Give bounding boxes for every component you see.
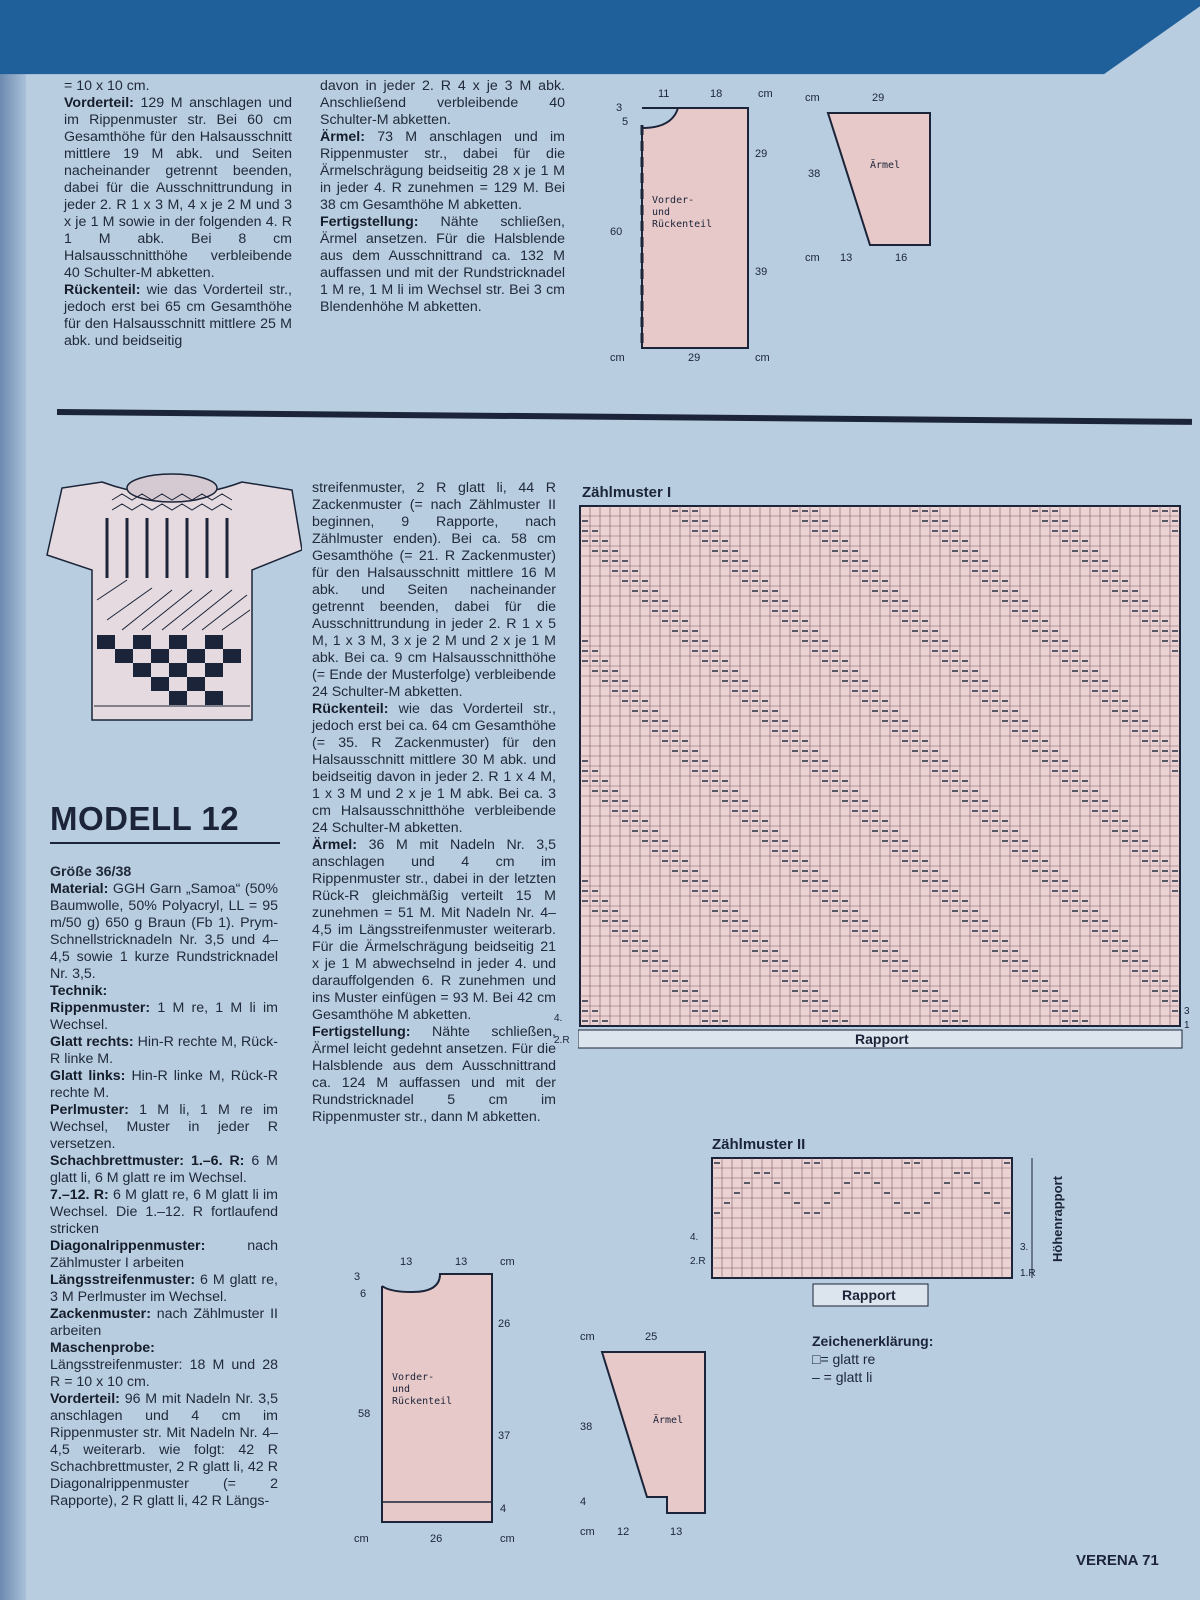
dim-bottom: 29	[688, 352, 701, 364]
chart-1-row-2: 2.R	[554, 1035, 570, 1046]
dim-top-1: 13	[400, 1256, 413, 1268]
legend-title: Zeichenerklärung:	[812, 1333, 934, 1349]
paragraph-label: Ärmel:	[320, 129, 365, 145]
paragraph	[64, 282, 292, 350]
dim-neck-1: 3	[616, 102, 623, 114]
paragraph	[50, 1000, 278, 1034]
paragraph-text: Hin-R linke M, Rück-R rechte M.	[50, 1068, 278, 1101]
sleeve-dim-bottom-1: 13	[840, 252, 853, 264]
paragraph	[312, 1024, 556, 1126]
top-text-column-1	[64, 78, 292, 350]
sweater-illustration	[42, 470, 302, 735]
sleeve-dim-top: 25	[645, 1331, 658, 1343]
schematic-label-3: Rückenteil	[392, 1396, 453, 1407]
dim-cm-bottom-left: cm	[354, 1533, 369, 1545]
legend-item-glatt-li: – = glatt li	[812, 1369, 873, 1385]
sleeve-dim-left: 38	[580, 1421, 593, 1433]
paragraph-label: Fertigstellung:	[312, 1024, 411, 1040]
dim-right-1: 26	[498, 1318, 511, 1330]
model-title: MODELL 12	[50, 800, 240, 837]
chart-2-rapport-label: Rapport	[842, 1287, 896, 1303]
sleeve-dim-left-2: 4	[580, 1496, 587, 1508]
sleeve-dim-left: 38	[808, 168, 821, 180]
sleeve-dim-cm-top: cm	[580, 1331, 595, 1343]
paragraph-label: Diagonalrippenmuster:	[50, 1238, 206, 1254]
dim-right-3: 4	[500, 1503, 507, 1515]
schematic-label-2: und	[652, 207, 671, 218]
bottom-body-schematic	[350, 1252, 530, 1552]
paragraph-text: 96 M mit Nadeln Nr. 3,5 anschlagen und 4 cm im Rippenmuster str. Mit Nadeln Nr. 4–4,5 weiterarb. wie folgt: 42 R Schachbrettmuster, 2 R glatt li, 42 R Diagonalrippenmuster (= 2 Rapporte), 2 R glatt li, 42 R Längs-	[50, 1391, 278, 1509]
paragraph	[50, 1187, 278, 1238]
paragraph-label: Zackenmuster:	[50, 1306, 151, 1322]
schematic-label-3: Rückenteil	[652, 219, 713, 230]
chart-2-row-3: 3.	[1020, 1242, 1029, 1253]
dim-cm-top: cm	[500, 1256, 515, 1268]
page-spine-shadow	[0, 0, 26, 1600]
model-text-column-1	[50, 864, 278, 1510]
chart-2-row-2: 2.R	[690, 1256, 706, 1267]
sleeve-label: Ärmel	[870, 160, 901, 171]
paragraph-text: nach Zählmuster I arbeiten	[50, 1238, 278, 1271]
dim-cm-bottom-right: cm	[755, 352, 770, 364]
paragraph	[50, 983, 278, 1000]
dim-bottom: 26	[430, 1533, 443, 1545]
dim-top-1: 11	[658, 88, 670, 100]
paragraph	[50, 1034, 278, 1068]
paragraph-text: wie das Vorderteil str., jedoch erst bei ca. 64 cm Gesamthöhe (= 35. R Zackenmuster) für den Halsausschnitt mittlere 30 M abk. und beidseitig davon in jeder 2. R 1 x 4 M, 1 x 3 M und 2 x je 1 M abk. Bei ca. 3 cm Halsausschnitthöhe verbleibende 24 Schulter-M abketten.	[312, 701, 556, 836]
chart-2-title: Zählmuster II	[712, 1136, 806, 1153]
sleeve-dim-bottom-1: 12	[617, 1526, 630, 1538]
dim-top-2: 13	[455, 1256, 468, 1268]
paragraph-label: Glatt links:	[50, 1068, 126, 1084]
paragraph	[50, 1102, 278, 1153]
chart-2-row-4: 4.	[690, 1232, 699, 1243]
chart-1-row-4: 4.	[554, 1013, 563, 1024]
sleeve-dim-bottom-2: 13	[670, 1526, 683, 1538]
chart-1-row-right-1: 1	[1184, 1020, 1190, 1031]
chart-1-rapport-label: Rapport	[855, 1031, 909, 1047]
paragraph-label: Rückenteil:	[64, 282, 141, 298]
chart-1-row-right-3: 3	[1184, 1006, 1190, 1017]
paragraph-label: Maschenprobe:	[50, 1340, 155, 1356]
paragraph	[320, 129, 565, 214]
paragraph	[50, 1068, 278, 1102]
model-text-column-2	[312, 480, 556, 1126]
sleeve-dim-cm-bottom: cm	[805, 252, 820, 264]
paragraph	[50, 1340, 278, 1391]
sleeve-dim-cm-top: cm	[805, 92, 820, 104]
chart-2-row-1: 1.R	[1020, 1268, 1036, 1279]
paragraph-label: Vorderteil:	[64, 95, 134, 111]
dim-neck-2: 6	[360, 1288, 367, 1300]
paragraph-text: GGH Garn „Samoa“ (50% Baumwolle, 50% Polyacryl, LL = 95 m/50 g) 650 g Braun (Fb 1). Prym-Schnellstricknadeln Nr. 3,5 und 4–4,5 sowie 1 kurze Rundstricknadel Nr. 3,5.	[50, 881, 278, 982]
paragraph-text: 1 M li, 1 M re im Wechsel, Muster in jeder R versetzen.	[50, 1102, 278, 1152]
paragraph	[50, 1306, 278, 1340]
dim-right-2: 39	[755, 266, 768, 278]
paragraph-text: Hin-R rechte M, Rück-R linke M.	[50, 1034, 279, 1067]
dim-left: 58	[358, 1408, 371, 1420]
paragraph-label: Schachbrettmuster: 1.–6. R:	[50, 1153, 245, 1169]
paragraph-text: 129 M anschlagen und im Rippenmuster str. Bei 60 cm Gesamthöhe für den Halsausschnitt mittlere 19 M abk. und Seiten nacheinander getrennt beenden, dabei für die Ausschnittrundung in jeder 2. R 1 x 3 M, 4 x je 2 M und 3 x je 1 M sowie in der folgenden 4. R 1 M abk. Bei 8 cm Halsausschnitthöhe verbleibende 40 Schulter-M abketten.	[64, 95, 292, 281]
paragraph-text: davon in jeder 2. R 4 x je 3 M abk. Anschließend verbleibende 40 Schulter-M abketten.	[320, 78, 565, 128]
top-body-schematic	[600, 85, 785, 375]
paragraph-text: 6 M glatt re, 3 M Perlmuster im Wechsel.	[50, 1272, 278, 1305]
paragraph-text: 6 M glatt li, 6 M glatt re im Wechsel.	[50, 1153, 278, 1186]
dim-cm-bottom-right: cm	[500, 1533, 515, 1545]
schematic-label-2: und	[392, 1384, 411, 1395]
paragraph-label: Ärmel:	[312, 837, 357, 853]
top-text-column-2	[320, 78, 565, 316]
section-divider	[57, 409, 1192, 425]
paragraph-text: nach Zählmuster II arbeiten	[50, 1306, 278, 1339]
paragraph	[64, 78, 292, 95]
paragraph	[64, 95, 292, 282]
dim-cm-bottom-left: cm	[610, 352, 625, 364]
paragraph-text: Nähte schließen, Ärmel leicht gedehnt ansetzen. Für die Halsblende aus dem Ausschnittrand ca. 124 M auffassen und mit der Rundstricknadel 5 cm im Rippenmuster str., dann M abketten.	[312, 1024, 556, 1125]
paragraph-label: Fertigstellung:	[320, 214, 419, 230]
paragraph	[312, 480, 556, 701]
top-sleeve-schematic	[800, 85, 945, 275]
paragraph-label: 7.–12. R:	[50, 1187, 109, 1203]
legend	[812, 1332, 933, 1386]
paragraph-label: Material:	[50, 881, 109, 897]
top-banner	[0, 0, 1200, 78]
paragraph-text: 1 M re, 1 M li im Wechsel.	[50, 1000, 278, 1033]
schematic-label-1: Vorder-	[392, 1372, 435, 1383]
legend-item-glatt-re: □= glatt re	[812, 1351, 876, 1367]
paragraph-label: Vorderteil:	[50, 1391, 120, 1407]
sleeve-dim-cm-bottom: cm	[580, 1526, 595, 1538]
sleeve-dim-top: 29	[872, 92, 885, 104]
model-title-underline	[50, 842, 280, 844]
dim-left: 60	[610, 226, 623, 238]
chart-1-title: Zählmuster I	[582, 484, 672, 501]
paragraph	[320, 214, 565, 316]
paragraph	[50, 881, 278, 983]
bottom-sleeve-schematic	[575, 1325, 725, 1550]
paragraph-text: 73 M anschlagen und im Rippenmuster str., dabei für die Ärmelschrägung beidseitig 28 x je 1 M in jeder 4. R zunehmen = 129 M. Bei 38 cm Gesamthöhe M abketten.	[320, 129, 565, 213]
dim-neck-1: 3	[354, 1271, 361, 1283]
paragraph-text: 6 M glatt re, 6 M glatt li im Wechsel. Die 1.–12. R fortlaufend stricken	[50, 1187, 278, 1237]
paragraph	[50, 1153, 278, 1187]
schematic-label-1: Vorder-	[652, 195, 695, 206]
paragraph	[312, 701, 556, 837]
paragraph-label: Glatt rechts:	[50, 1034, 134, 1050]
paragraph	[320, 78, 565, 129]
chart-1-grid	[578, 504, 1198, 1074]
dim-right-2: 37	[498, 1430, 511, 1442]
chart-2-grid	[680, 1152, 1080, 1312]
grid-lines	[580, 506, 1180, 1026]
paragraph-text: Längsstreifenmuster: 18 M und 28 R = 10 x 10 cm.	[50, 1357, 278, 1390]
paragraph	[50, 1238, 278, 1272]
size-line: Größe 36/38	[50, 864, 132, 880]
paragraph	[50, 1272, 278, 1306]
paragraph-label: Rippenmuster:	[50, 1000, 151, 1016]
paragraph-label: Rückenteil:	[312, 701, 389, 717]
sleeve-label: Ärmel	[653, 1415, 684, 1426]
chart-1-row-labels	[554, 1012, 570, 1048]
paragraph	[50, 1391, 278, 1510]
page-footer: VERENA 71	[1076, 1552, 1159, 1569]
paragraph-text: 36 M mit Nadeln Nr. 3,5 anschlagen und 4 cm im Rippenmuster str., dabei in der letzten Rück-R gleichmäßig verteilt 15 M zunehmen = 51 M. Mit Nadeln Nr. 4–4,5 im Längsstreifenmuster weiterarb. Für die Ärmelschrägung beidseitig 21 x je 1 M abwechselnd in jeder 4. und darauffolgenden 6. R zunehmen und ins Muster einfügen = 93 M. Bei 42 cm Gesamthöhe M abketten.	[312, 837, 556, 1023]
dim-right-1: 29	[755, 148, 768, 160]
paragraph	[312, 837, 556, 1024]
paragraph-label: Längsstreifenmuster:	[50, 1272, 196, 1288]
paragraph-label: Technik:	[50, 983, 108, 999]
paragraph-text: wie das Vorderteil str., jedoch erst bei 65 cm Gesamthöhe für den Halsausschnitt mittlere 25 M abk. und beidseitig	[64, 282, 292, 349]
sleeve-dim-bottom-2: 16	[895, 252, 908, 264]
paragraph-text: = 10 x 10 cm.	[64, 78, 150, 94]
paragraph-text: streifenmuster, 2 R glatt li, 44 R Zackenmuster (= nach Zählmuster II beginnen, 9 Rapporte, nach Zählmuster enden). Bei ca. 58 cm Gesamthöhe (= 21. R Zackenmuster) für den Halsausschnitt mittlere 16 M abk. und Seiten nacheinander getrennt beenden, dabei für die Ausschnittrundung in jeder 2. R 1 x 5 M, 1 x 3 M, 3 x je 2 M und 2 x je 1 M abk. Bei ca. 9 cm Halsausschnitthöhe (= Ende der Musterfolge) verbleibende 24 Schulter-M abketten.	[312, 480, 556, 700]
dim-cm-top: cm	[758, 88, 773, 100]
chart-2-hoehenrapport-label: Höhenrapport	[1050, 1176, 1065, 1262]
paragraph-label: Perlmuster:	[50, 1102, 129, 1118]
paragraph-text: Nähte schließen, Ärmel ansetzen. Für die Halsblende aus dem Ausschnittrand ca. 132 M auffassen und mit der Rundstricknadel 1 M re, 1 M li im Wechsel str. Bei 3 cm Blendenhöhe M abketten.	[320, 214, 565, 315]
dim-top-2: 18	[710, 88, 723, 100]
dim-neck-2: 5	[622, 116, 629, 128]
